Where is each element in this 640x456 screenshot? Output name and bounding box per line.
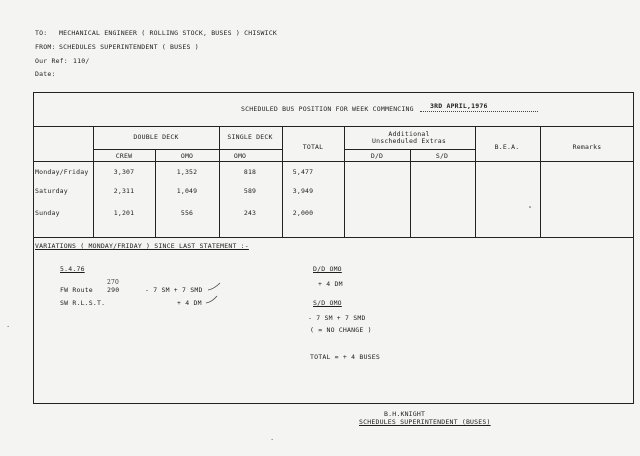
signature-name: B.H.KNIGHT bbox=[384, 410, 426, 418]
subheader-dd: D/D bbox=[370, 152, 384, 160]
row-omo-sd: 589 bbox=[243, 187, 257, 195]
row-total: 2,000 bbox=[292, 209, 314, 217]
header-remarks: Remarks bbox=[572, 143, 602, 151]
row-omo-sd: 818 bbox=[243, 168, 257, 176]
scan-speck: · bbox=[270, 436, 275, 444]
row-crew: 2,311 bbox=[113, 187, 135, 195]
header-additional: Additional bbox=[388, 130, 430, 138]
ref-value: 110/ bbox=[73, 57, 90, 65]
dd-omo-value: + 4 DM bbox=[318, 280, 343, 288]
scan-speck: · bbox=[6, 323, 11, 331]
dd-omo-heading: D/D OMO bbox=[313, 265, 342, 273]
row-day: Monday/Friday bbox=[35, 168, 89, 176]
sd-omo-value: - 7 SM + 7 SMD bbox=[308, 314, 366, 322]
variation-line1-route: 290 bbox=[107, 286, 120, 294]
handwritten-route-correction: 270 bbox=[107, 279, 120, 286]
total-buses: TOTAL = + 4 BUSES bbox=[310, 353, 380, 361]
subheader-sd: S/D bbox=[435, 152, 449, 160]
row-omo-dd: 556 bbox=[180, 209, 194, 217]
variation-line1-change: - 7 SM + 7 SMD bbox=[145, 286, 203, 294]
subheader-omo-double: OMO bbox=[180, 152, 194, 160]
header-single-deck: SINGLE DECK bbox=[227, 133, 273, 141]
sd-omo-heading: S/D OMO bbox=[313, 299, 342, 307]
header-total: TOTAL bbox=[302, 143, 324, 151]
variation-line2-label: SW R.L.S.T. bbox=[60, 299, 106, 307]
row-omo-dd: 1,049 bbox=[176, 187, 198, 195]
variations-heading: VARIATIONS ( MONDAY/FRIDAY ) SINCE LAST STATEMENT :- bbox=[35, 242, 249, 250]
signature-title: SCHEDULES SUPERINTENDENT (BUSES) bbox=[359, 418, 491, 426]
from-label: FROM: bbox=[35, 43, 56, 51]
ref-label: Our Ref: bbox=[35, 57, 68, 65]
variation-line2-change: + 4 DM bbox=[177, 299, 202, 307]
to-value: MECHANICAL ENGINEER ( ROLLING STOCK, BUSES ) CHISWICK bbox=[59, 29, 278, 37]
row-day: Saturday bbox=[35, 187, 68, 195]
date-label: Date: bbox=[35, 70, 56, 78]
subheader-crew: CREW bbox=[115, 152, 133, 160]
row-crew: 3,307 bbox=[113, 168, 135, 176]
row-omo-sd: 243 bbox=[243, 209, 257, 217]
from-value: SCHEDULES SUPERINTENDENT ( BUSES ) bbox=[59, 43, 199, 51]
table-title: SCHEDULED BUS POSITION FOR WEEK COMMENCING bbox=[241, 105, 414, 113]
header-bea: B.E.A. bbox=[494, 143, 520, 151]
row-total: 5,477 bbox=[292, 168, 314, 176]
week-date: 3RD APRIL,1976 bbox=[430, 102, 488, 110]
row-day: Sunday bbox=[35, 209, 60, 217]
variation-line1-label: FW Route bbox=[60, 286, 93, 294]
header-unscheduled-extras: Unscheduled Extras bbox=[371, 137, 447, 145]
subheader-omo-single: OMO bbox=[233, 152, 247, 160]
to-label: TO: bbox=[35, 29, 48, 37]
row-total: 3,949 bbox=[292, 187, 314, 195]
variations-date: 5.4.76 bbox=[60, 265, 85, 273]
no-change-note: ( = NO CHANGE ) bbox=[310, 326, 372, 334]
header-double-deck: DOUBLE DECK bbox=[133, 133, 179, 141]
row-crew: 1,201 bbox=[113, 209, 135, 217]
row-omo-dd: 1,352 bbox=[176, 168, 198, 176]
